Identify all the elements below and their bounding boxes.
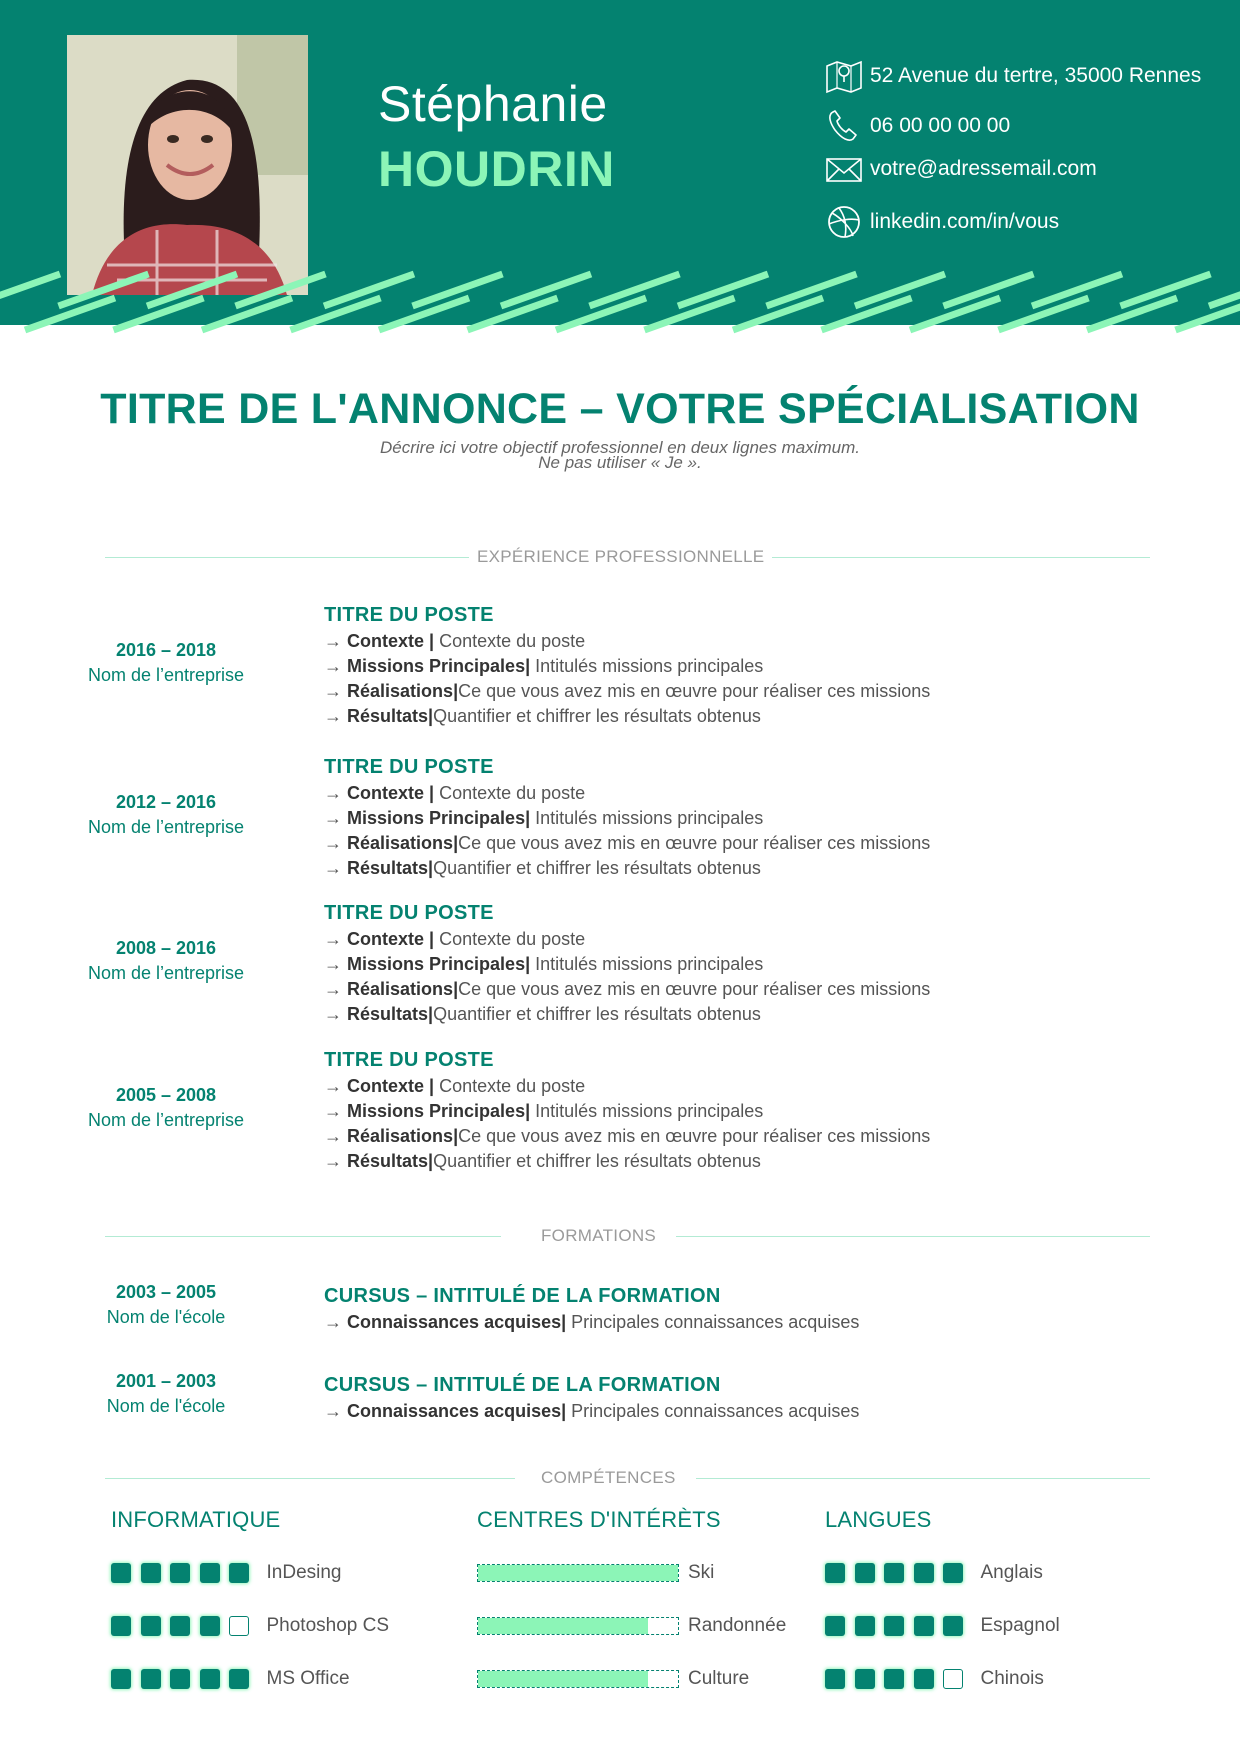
arrow-icon: → xyxy=(324,706,348,726)
contact-phone xyxy=(825,106,1010,146)
bullet-text: Ce que vous avez mis en œuvre pour réaliser ces missions xyxy=(458,833,931,853)
skill-name: InDesing xyxy=(266,1562,342,1583)
bullet-label: Connaissances acquises xyxy=(347,1401,562,1421)
section-title-skills: COMPÉTENCES xyxy=(541,1468,676,1487)
contact-email xyxy=(825,149,1097,189)
bullet-line xyxy=(324,704,1204,729)
experience-details xyxy=(324,899,1204,1027)
bullet-text: Intitulés missions principales xyxy=(535,808,764,828)
skill-row xyxy=(111,1558,342,1588)
bullet-line xyxy=(324,1149,1204,1174)
education-meta xyxy=(46,1280,286,1330)
bullet-label: Contexte xyxy=(347,631,425,651)
rating-dots xyxy=(825,1563,973,1583)
bullet-line xyxy=(324,856,1204,881)
rating-dot-filled xyxy=(855,1563,875,1583)
bullet-text: Ce que vous avez mis en œuvre pour réaliser ces missions xyxy=(458,681,931,701)
interest-bar-fill xyxy=(478,1565,678,1581)
interest-name: Ski xyxy=(688,1562,715,1583)
phone-icon xyxy=(825,108,863,144)
rating-dot-filled xyxy=(943,1616,963,1636)
job-title: TITRE DU POSTE xyxy=(324,756,494,778)
bullet-line xyxy=(324,654,1204,679)
experience-dates: 2008 – 2016 xyxy=(115,938,217,958)
bullet-separator: | xyxy=(453,681,459,701)
arrow-icon: → xyxy=(324,783,348,803)
bullet-separator: | xyxy=(424,783,440,803)
bullet-line xyxy=(324,1002,1204,1027)
bullet-label: Missions Principales xyxy=(347,1101,526,1121)
skill-name: Photoshop CS xyxy=(266,1615,390,1636)
rating-dot-filled xyxy=(229,1669,249,1689)
bullet-separator: | xyxy=(525,1101,536,1121)
interest-row xyxy=(477,1664,749,1694)
bullet-separator: | xyxy=(561,1401,572,1421)
rating-dot-filled xyxy=(855,1669,875,1689)
section-header-education xyxy=(105,1224,1150,1248)
bullet-text: Ce que vous avez mis en œuvre pour réaliser ces missions xyxy=(458,979,931,999)
rating-dot-filled xyxy=(914,1563,934,1583)
bullet-separator: | xyxy=(424,1076,440,1096)
skills-langues-title: LANGUES xyxy=(825,1507,932,1532)
school-name: Nom de l'école xyxy=(106,1307,226,1327)
skills-interets xyxy=(477,1507,787,1689)
arrow-icon: → xyxy=(324,979,348,999)
bullet-separator: | xyxy=(525,954,536,974)
interest-bar-fill xyxy=(478,1671,648,1687)
rating-dot-filled xyxy=(141,1616,161,1636)
job-title: TITRE DU POSTE xyxy=(324,902,494,924)
bullet-separator: | xyxy=(525,808,536,828)
section-header-experience xyxy=(105,545,1150,569)
first-name: Stéphanie xyxy=(378,76,608,132)
objective-line-1: Décrire ici votre objectif professionnel en deux lignes maximum. xyxy=(380,438,860,457)
bullet-label: Réalisations xyxy=(347,681,454,701)
bullet-line xyxy=(324,679,1204,704)
rating-dot-filled xyxy=(914,1616,934,1636)
interest-row xyxy=(477,1611,786,1641)
experience-meta xyxy=(46,638,286,688)
experience-meta xyxy=(46,936,286,986)
education-details xyxy=(324,1371,1204,1424)
bullet-label: Contexte xyxy=(347,1076,425,1096)
bullet-text: Quantifier et chiffrer les résultats obtenus xyxy=(433,706,761,726)
experience-meta xyxy=(46,1083,286,1133)
arrow-icon: → xyxy=(324,1101,348,1121)
phone-text: 06 00 00 00 00 xyxy=(870,114,1011,137)
arrow-icon: → xyxy=(324,1004,348,1024)
interest-name: Culture xyxy=(688,1668,750,1689)
rating-dots xyxy=(111,1616,259,1636)
bullet-label: Résultats xyxy=(347,1004,429,1024)
stripe-line xyxy=(1176,298,1240,330)
rating-dot-filled xyxy=(229,1563,249,1583)
bullet-line xyxy=(324,781,1204,806)
rating-dots xyxy=(111,1563,259,1583)
bullet-text: Contexte du poste xyxy=(439,631,586,651)
portrait-illustration xyxy=(67,35,308,295)
bullet-label: Réalisations xyxy=(347,833,454,853)
company-name: Nom de l’entreprise xyxy=(87,817,245,837)
bullet-text: Principales connaissances acquises xyxy=(571,1401,860,1421)
rating-dot-filled xyxy=(111,1563,131,1583)
objective-line-2: Ne pas utiliser « Je ». xyxy=(538,453,702,472)
experience-dates: 2005 – 2008 xyxy=(115,1085,217,1105)
education-title: CURSUS – INTITULÉ DE LA FORMATION xyxy=(324,1285,721,1307)
bullet-label: Résultats xyxy=(347,858,429,878)
rating-dot-filled xyxy=(170,1563,190,1583)
arrow-icon: → xyxy=(324,1151,348,1171)
bullet-separator: | xyxy=(561,1312,572,1332)
linkedin-text: linkedin.com/in/vous xyxy=(870,210,1060,233)
rating-dot-empty xyxy=(943,1669,963,1689)
arrow-icon: → xyxy=(324,656,348,676)
company-name: Nom de l’entreprise xyxy=(87,665,245,685)
bullet-text: Intitulés missions principales xyxy=(535,954,764,974)
stripe-line xyxy=(1209,274,1240,306)
bullet-line xyxy=(324,1124,1204,1149)
bullet-text: Quantifier et chiffrer les résultats obtenus xyxy=(433,858,761,878)
email-text: votre@adressemail.com xyxy=(870,157,1097,180)
skill-name: Anglais xyxy=(980,1562,1043,1583)
rating-dot-empty xyxy=(229,1616,249,1636)
bullet-line xyxy=(324,1310,1204,1335)
education-dates: 2003 – 2005 xyxy=(115,1282,217,1302)
profile-photo xyxy=(67,35,308,295)
bullet-line xyxy=(324,629,1204,654)
bullet-label: Réalisations xyxy=(347,979,454,999)
bullet-label: Connaissances acquises xyxy=(347,1312,562,1332)
arrow-icon: → xyxy=(324,833,348,853)
last-name: HOUDRIN xyxy=(378,141,615,197)
education-title: CURSUS – INTITULÉ DE LA FORMATION xyxy=(324,1374,721,1396)
rating-dot-filled xyxy=(914,1669,934,1689)
arrow-icon: → xyxy=(324,631,348,651)
rating-dot-filled xyxy=(200,1563,220,1583)
arrow-icon: → xyxy=(324,858,348,878)
interest-bar xyxy=(477,1617,679,1635)
skill-row xyxy=(111,1664,350,1694)
job-title: TITRE DU POSTE xyxy=(324,1049,494,1071)
arrow-icon: → xyxy=(324,929,348,949)
bullet-text: Quantifier et chiffrer les résultats obtenus xyxy=(433,1151,761,1171)
bullet-separator: | xyxy=(424,929,440,949)
skill-row xyxy=(825,1558,1043,1588)
bullet-label: Résultats xyxy=(347,1151,429,1171)
skills-interets-title: CENTRES D'INTÉRÈTS xyxy=(477,1507,721,1532)
rating-dot-filled xyxy=(825,1669,845,1689)
bullet-separator: | xyxy=(453,979,459,999)
bullet-label: Missions Principales xyxy=(347,954,526,974)
map-icon xyxy=(825,58,863,94)
job-title: TITRE DU POSTE xyxy=(324,604,494,626)
envelope-icon xyxy=(825,151,863,187)
skills-informatique xyxy=(111,1507,390,1689)
arrow-icon: → xyxy=(324,1401,348,1421)
experience-dates: 2012 – 2016 xyxy=(115,792,217,812)
school-name: Nom de l'école xyxy=(106,1396,226,1416)
rating-dots xyxy=(825,1616,973,1636)
rating-dot-filled xyxy=(943,1563,963,1583)
bullet-text: Contexte du poste xyxy=(439,1076,586,1096)
bullet-text: Quantifier et chiffrer les résultats obtenus xyxy=(433,1004,761,1024)
rating-dot-filled xyxy=(200,1616,220,1636)
arrow-icon: → xyxy=(324,1126,348,1146)
bullet-text: Contexte du poste xyxy=(439,929,586,949)
bullet-line xyxy=(324,1399,1204,1424)
skills-informatique-title: INFORMATIQUE xyxy=(111,1507,281,1532)
rating-dot-filled xyxy=(141,1669,161,1689)
rating-dot-filled xyxy=(884,1616,904,1636)
rating-dot-filled xyxy=(170,1669,190,1689)
job-ad-title: TITRE DE L'ANNONCE – VOTRE SPÉCIALISATION xyxy=(100,385,1140,433)
rating-dots xyxy=(111,1669,259,1689)
bullet-line xyxy=(324,1099,1204,1124)
header-stripes xyxy=(0,268,1240,348)
bullet-line xyxy=(324,831,1204,856)
bullet-text: Contexte du poste xyxy=(439,783,586,803)
rating-dot-filled xyxy=(111,1616,131,1636)
interest-row xyxy=(477,1558,714,1588)
bullet-separator: | xyxy=(424,631,440,651)
skill-row xyxy=(825,1664,1044,1694)
interest-bar-fill xyxy=(478,1618,648,1634)
rating-dot-filled xyxy=(200,1669,220,1689)
bullet-label: Contexte xyxy=(347,929,425,949)
contact-linkedin xyxy=(825,202,1059,242)
skill-name: Espagnol xyxy=(980,1615,1060,1636)
rating-dot-filled xyxy=(884,1669,904,1689)
interest-name: Randonnée xyxy=(688,1615,787,1636)
bullet-separator: | xyxy=(453,833,459,853)
bullet-label: Missions Principales xyxy=(347,656,526,676)
bullet-text: Ce que vous avez mis en œuvre pour réaliser ces missions xyxy=(458,1126,931,1146)
experience-details xyxy=(324,753,1204,881)
rating-dot-filled xyxy=(855,1616,875,1636)
bullet-separator: | xyxy=(428,1004,434,1024)
interest-bar xyxy=(477,1564,679,1582)
arrow-icon: → xyxy=(324,681,348,701)
bullet-separator: | xyxy=(453,1126,459,1146)
skill-row xyxy=(111,1611,389,1641)
skill-name: MS Office xyxy=(266,1668,350,1689)
company-name: Nom de l’entreprise xyxy=(87,1110,245,1130)
bullet-label: Réalisations xyxy=(347,1126,454,1146)
section-header-skills xyxy=(105,1466,1150,1490)
section-title-experience: EXPÉRIENCE PROFESSIONNELLE xyxy=(477,547,765,566)
arrow-icon: → xyxy=(324,808,348,828)
bullet-line xyxy=(324,952,1204,977)
interest-bar xyxy=(477,1670,679,1688)
bullet-label: Résultats xyxy=(347,706,429,726)
experience-details xyxy=(324,1046,1204,1174)
education-details xyxy=(324,1282,1204,1335)
arrow-icon: → xyxy=(324,954,348,974)
rating-dot-filled xyxy=(170,1616,190,1636)
bullet-label: Contexte xyxy=(347,783,425,803)
bullet-line xyxy=(324,977,1204,1002)
rating-dot-filled xyxy=(884,1563,904,1583)
bullet-line xyxy=(324,806,1204,831)
bullet-separator: | xyxy=(428,1151,434,1171)
skills-langues xyxy=(825,1507,1060,1689)
bullet-separator: | xyxy=(525,656,536,676)
rating-dot-filled xyxy=(141,1563,161,1583)
rating-dot-filled xyxy=(111,1669,131,1689)
objective-text xyxy=(0,440,1240,470)
rating-dots xyxy=(825,1669,973,1689)
education-dates: 2001 – 2003 xyxy=(115,1371,217,1391)
stripe-line xyxy=(0,274,60,306)
bullet-label: Missions Principales xyxy=(347,808,526,828)
globe-icon xyxy=(825,204,863,240)
contact-address xyxy=(825,56,1201,96)
bullet-separator: | xyxy=(428,706,434,726)
section-title-education: FORMATIONS xyxy=(541,1226,657,1245)
arrow-icon: → xyxy=(324,1312,348,1332)
skill-row xyxy=(825,1611,1060,1641)
experience-dates: 2016 – 2018 xyxy=(115,640,217,660)
rating-dot-filled xyxy=(825,1616,845,1636)
bullet-line xyxy=(324,1074,1204,1099)
address-text: 52 Avenue du tertre, 35000 Rennes xyxy=(870,64,1202,87)
skill-name: Chinois xyxy=(980,1668,1044,1689)
rating-dot-filled xyxy=(825,1563,845,1583)
experience-meta xyxy=(46,790,286,840)
bullet-text: Intitulés missions principales xyxy=(535,656,764,676)
arrow-icon: → xyxy=(324,1076,348,1096)
bullet-text: Intitulés missions principales xyxy=(535,1101,764,1121)
bullet-separator: | xyxy=(428,858,434,878)
experience-details xyxy=(324,601,1204,729)
company-name: Nom de l’entreprise xyxy=(87,963,245,983)
bullet-line xyxy=(324,927,1204,952)
bullet-text: Principales connaissances acquises xyxy=(571,1312,860,1332)
education-meta xyxy=(46,1369,286,1419)
